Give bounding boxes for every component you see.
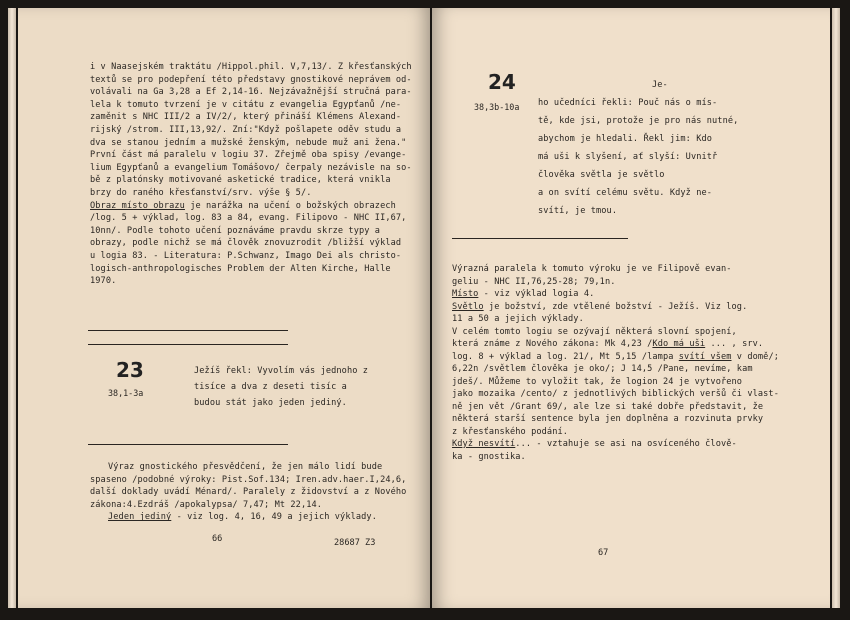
- text-segment: je narážka na učení o božských obrazech: [184, 200, 396, 211]
- divider: [88, 444, 288, 445]
- text-line: textů se pro podepření této představy gnostikové neprávem od-: [90, 74, 412, 85]
- text-segment: 11 a 50 a jejich výklady.: [452, 314, 584, 324]
- page-number: 67: [598, 548, 609, 558]
- text-line: [90, 201, 396, 212]
- text-line: [452, 452, 526, 463]
- text-line: [452, 314, 584, 325]
- text-line: [108, 512, 377, 523]
- logion-line: tisíce a dva z deseti tisíc a: [194, 382, 347, 392]
- text-line: [452, 439, 737, 450]
- right-page: [432, 8, 830, 608]
- text-line: /log. 5 + výklad, log. 83 a 84, evang. Filipovo - NHC II,67,: [90, 213, 407, 224]
- left-page: [18, 8, 430, 608]
- text-segment: geliu - NHC II,76,25-28; 79,1n.: [452, 276, 616, 287]
- text-line: [452, 264, 732, 275]
- book-edge: [832, 8, 840, 608]
- text-segment: 6,22n /světlem člověka je oko/; J 14,5 /Pane, nevíme, kam: [452, 364, 753, 374]
- logion-number: 23: [116, 358, 144, 382]
- text-line: logisch-anthropologisches Problem der Alten Kirche, Halle: [90, 263, 391, 274]
- logion-line: tě, kde jsi, protože je pro nás nutné,: [538, 116, 739, 126]
- text-line: i v Naasejském traktátu /Hippol.phil. V,7,13/. Z křesťanských: [90, 62, 412, 72]
- page-number: 66: [212, 534, 223, 544]
- text-line: [452, 414, 763, 425]
- text-line: [452, 327, 737, 338]
- text-line: [452, 427, 568, 438]
- text-segment: - viz log. 4, 16, 49 a jejich výklady.: [171, 512, 377, 523]
- section-heading: Obraz místo obrazu: [90, 200, 185, 211]
- text-line: lela k tomuto tvrzení je v citátu z evangelia Egypťanů /ne-: [90, 99, 402, 110]
- text-segment: Výrazná paralela k tomuto výroku je ve Filipově evan-: [452, 264, 732, 274]
- logion-line: Je-: [652, 80, 668, 90]
- logion-reference: 38,1-3a: [108, 388, 144, 398]
- text-line: u logia 83. - Literatura: P.Schwanz, Imago Dei als christo-: [90, 251, 402, 261]
- text-line: zákona:4.Ezdráš /apokalypsa/ 7,47; Mt 22,14.: [90, 499, 323, 510]
- divider: [88, 344, 288, 345]
- text-line: 1970.: [90, 276, 117, 287]
- text-line: spaseno /podobné výroky: Pist.Sof.134; Iren.adv.haer.I,24,6,: [90, 474, 407, 485]
- underlined-term: Když nesvítí: [452, 439, 516, 449]
- text-segment: která známe z Nového zákona: Mk 4,23 /: [452, 339, 653, 349]
- text-line: První část má paralelu v logiu 37. Zřejmě oba spisy /evange-: [90, 150, 407, 161]
- text-line: Výraz gnostického přesvědčení, že jen málo lidí bude: [108, 462, 383, 472]
- text-line: [452, 377, 742, 388]
- logion-line: Ježíš řekl: Vyvolím vás jednoho z: [194, 366, 369, 376]
- text-segment: V celém tomto logiu se ozývají některá slovní spojení,: [452, 326, 737, 337]
- text-line: [452, 364, 753, 375]
- text-segment: - viz výklad logia 4.: [478, 289, 595, 299]
- text-line: 10nn/. Podle tohoto učení poznáváme pravdu skrze typy a: [90, 225, 381, 236]
- text-segment: z křesťanského podání.: [452, 426, 569, 437]
- text-line: brzy do raného křesťanství/srv. výše § 5/.: [90, 188, 312, 198]
- text-segment: je božství, zde vtělené božství - Ježíš. Viz log.: [483, 301, 748, 312]
- text-line: obrazy, podle nichž se má člověk znovuzrodit /bližší výklad: [90, 238, 402, 249]
- logion-line: ho učedníci řekli: Pouč nás o mís-: [538, 98, 718, 108]
- text-line: [452, 289, 594, 300]
- logion-line: a on svítí celému světu. Když ne-: [538, 188, 713, 198]
- text-segment: ka - gnostika.: [452, 451, 526, 462]
- text-line: dva se stanou jedním a mužské ženským, nebude muž ani žena.": [90, 137, 407, 148]
- book-edge: [8, 8, 16, 608]
- text-segment: ... - vztahuje se asi na osvíceného člově-: [515, 439, 737, 449]
- text-line: [452, 339, 763, 350]
- underlined-term: svítí všem: [678, 351, 732, 362]
- logion-reference: 38,3b-10a: [474, 102, 520, 112]
- text-line: [452, 302, 747, 313]
- logion-line: svítí, je tmou.: [538, 206, 618, 216]
- logion-line: člověka světla je světlo: [538, 170, 665, 180]
- text-line: bě z platónsky motivované asketické tradice, která vnikla: [90, 175, 391, 186]
- text-segment: některá starší sentence byla jen doplněna a rozvinuta prvky: [452, 414, 764, 424]
- text-segment: log. 8 + výklad a log. 21/, Mt 5,15 /lampa: [452, 351, 679, 362]
- logion-number: 24: [488, 70, 516, 94]
- divider: [452, 238, 628, 239]
- text-line: [452, 277, 616, 288]
- text-line: [452, 352, 779, 363]
- logion-line: budou stát jako jeden jediný.: [194, 398, 347, 408]
- text-segment: jdeš/. Můžeme to vyložit tak, že logion 24 je vytvořeno: [452, 376, 743, 387]
- text-line: [452, 389, 779, 400]
- text-segment: v domě/;: [731, 351, 779, 362]
- underlined-term: Kdo má uši: [652, 339, 706, 349]
- logion-line: má uši k slyšení, ať slyší: Uvnitř: [538, 152, 718, 162]
- text-line: volávali na Ga 3,28 a Ef 2,14-16. Nejzávažnější stručná para-: [90, 87, 412, 98]
- divider: [88, 330, 288, 331]
- text-segment: jako mozaika /cento/ z jednotlivých biblických veršů či vlast-: [452, 389, 779, 399]
- text-segment: ně jen vět /Grant 69/, ale lze si také dobře představit, že: [452, 401, 764, 412]
- underlined-term: Světlo: [452, 301, 484, 312]
- print-code: 28687 Z3: [334, 538, 376, 548]
- logion-line: abychom je hledali. Řekl jim: Kdo: [538, 134, 713, 144]
- underlined-term: Místo: [452, 289, 479, 299]
- text-line: zaměnit s NHC III/2 a IV/2/, který přináší Klémens Alexand-: [90, 112, 402, 123]
- text-line: [452, 402, 763, 413]
- text-line: lium Egypťanů a evangelium Tomášovo/ čerpaly nezávisle na so-: [90, 162, 412, 173]
- text-line: další doklady uvádí Ménard/. Paralely z židovství a z Nového: [90, 487, 407, 498]
- text-segment: ... , srv.: [705, 339, 764, 349]
- text-line: rijský /strom. III,13,92/. Zní:"Když pošlapete oděv studu a: [90, 125, 402, 135]
- section-heading: Jeden jediný: [108, 512, 172, 523]
